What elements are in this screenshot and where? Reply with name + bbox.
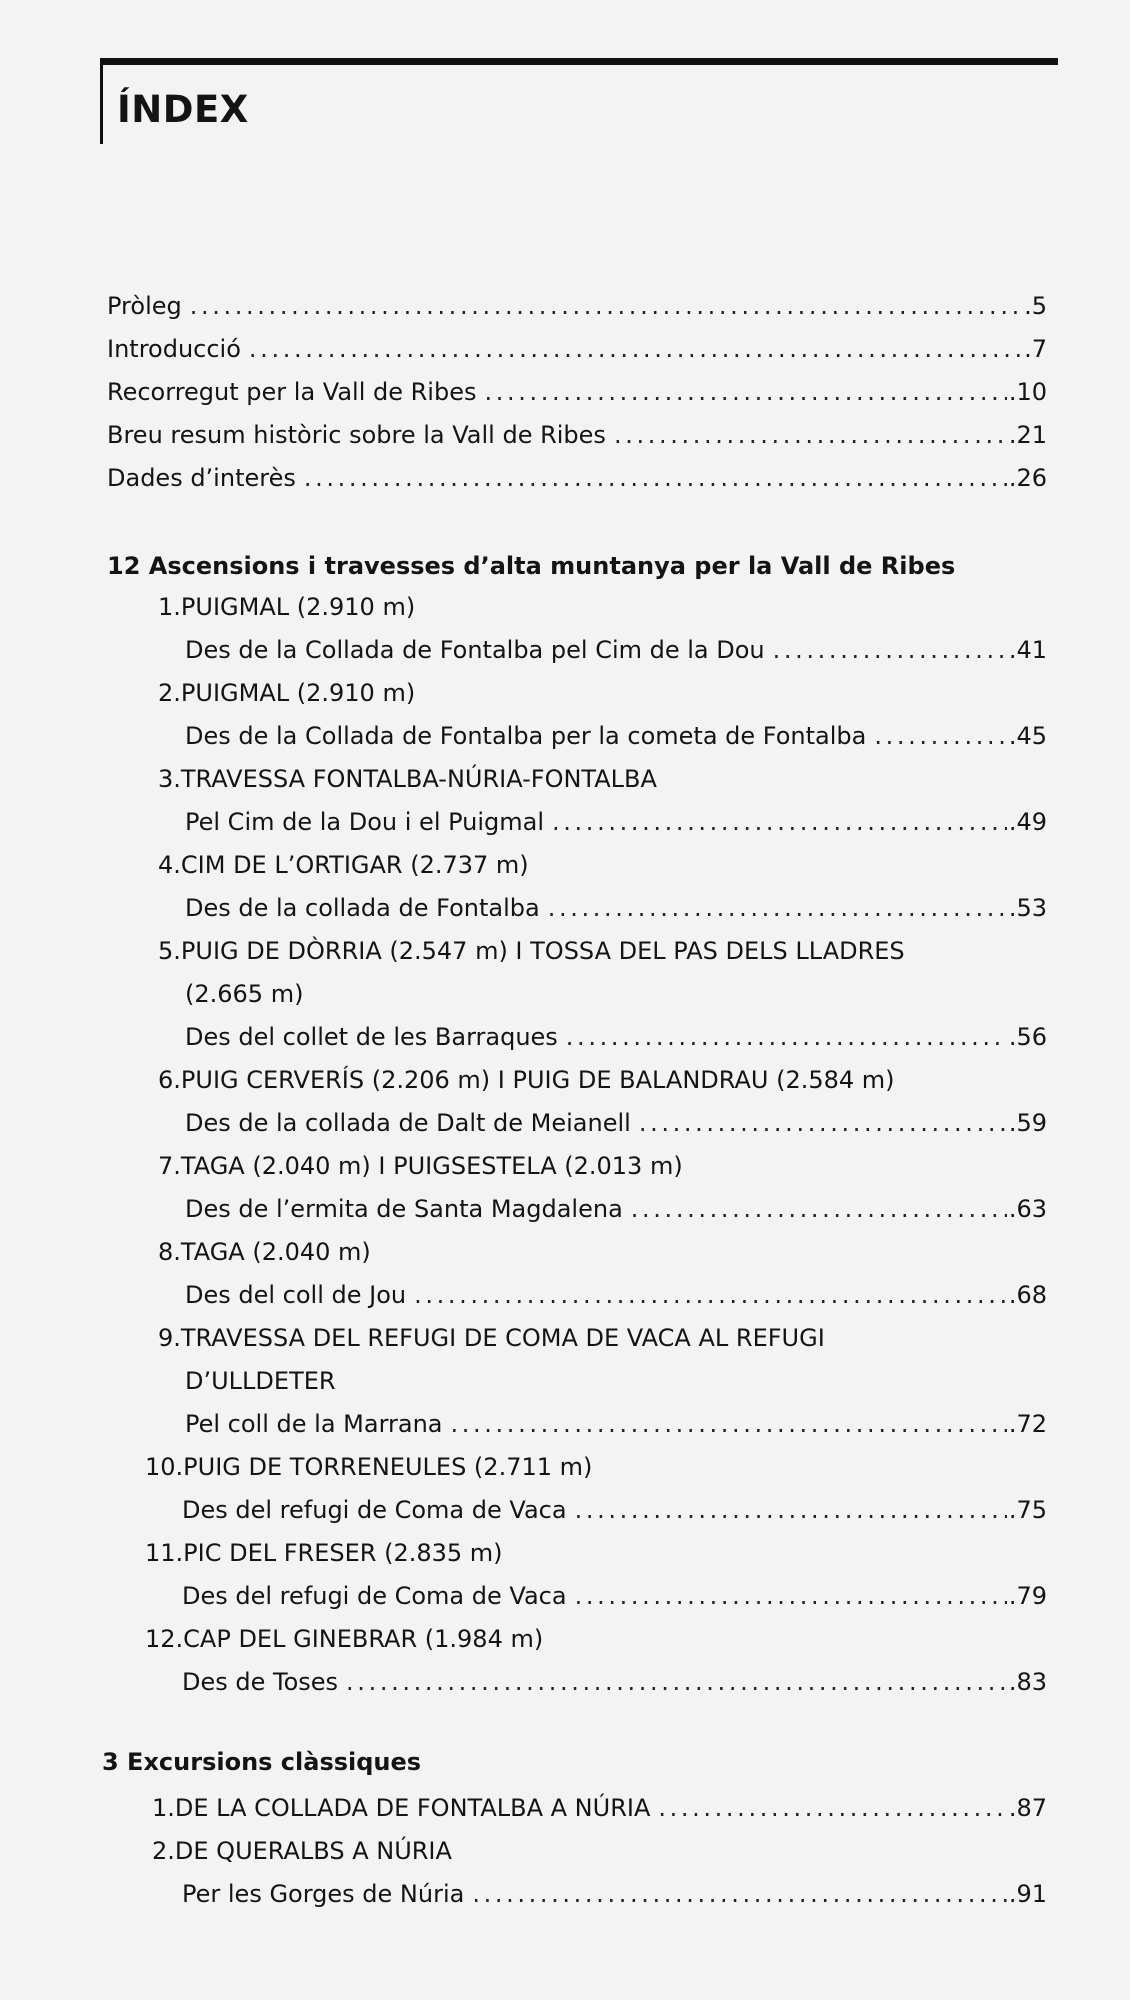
dot-leader xyxy=(249,335,1022,363)
toc-page-number: .59 xyxy=(1008,1109,1047,1137)
toc-entry[interactable] xyxy=(182,1582,1047,1622)
toc-entry-label: Des de l’ermita de Santa Magdalena xyxy=(185,1195,623,1223)
toc-entry[interactable] xyxy=(185,808,1047,848)
dot-leader xyxy=(575,1496,1007,1524)
toc-entry[interactable] xyxy=(107,292,1047,332)
toc-page-number: .41 xyxy=(1008,636,1047,664)
toc-entry[interactable] xyxy=(182,1496,1047,1536)
toc-entry-label: Pel Cim de la Dou i el Puigmal xyxy=(185,808,545,836)
toc-entry-label: Pròleg xyxy=(107,292,182,320)
toc-entry[interactable] xyxy=(182,1880,1047,1920)
route-title: 4.CIM DE L’ORTIGAR (2.737 m) xyxy=(158,851,529,879)
route-title: 1.PUIGMAL (2.910 m) xyxy=(158,593,416,621)
dot-leader xyxy=(639,1109,1007,1137)
route-title: 10.PUIG DE TORRENEULES (2.711 m) xyxy=(145,1453,593,1481)
toc-page-number: .75 xyxy=(1008,1496,1047,1524)
toc-entry-label: Des de la collada de Fontalba xyxy=(185,894,540,922)
route-title-continued: (2.665 m) xyxy=(185,980,304,1008)
toc-entry-label: Des de Toses xyxy=(182,1668,339,1696)
route-title: 7.TAGA (2.040 m) I PUIGSESTELA (2.013 m) xyxy=(158,1152,683,1180)
dot-leader xyxy=(773,636,1007,664)
toc-page-number: .10 xyxy=(1008,378,1047,406)
toc-page-number: .63 xyxy=(1008,1195,1047,1223)
toc-entry-label: Des de la Collada de Fontalba pel Cim de la Dou xyxy=(185,636,765,664)
route-title-continued: D’ULLDETER xyxy=(185,1367,336,1395)
toc-entry[interactable] xyxy=(107,335,1047,375)
route-title: 2.DE QUERALBS A NÚRIA xyxy=(152,1837,452,1865)
toc-entry[interactable] xyxy=(185,1281,1047,1321)
toc-entry[interactable] xyxy=(107,464,1047,504)
toc-entry-label: Des del collet de les Barraques xyxy=(185,1023,558,1051)
dot-leader xyxy=(575,1582,1007,1610)
header-rule xyxy=(100,58,1058,65)
route-title: 6.PUIG CERVERÍS (2.206 m) I PUIG DE BALANDRAU (2.584 m) xyxy=(158,1066,895,1094)
toc-entry-label: Per les Gorges de Núria xyxy=(182,1880,465,1908)
route-title: 5.PUIG DE DÒRRIA (2.547 m) I TOSSA DEL PAS DELS LLADRES xyxy=(158,937,905,965)
header-vertical-rule xyxy=(100,58,103,144)
toc-page-number: .7 xyxy=(1024,335,1047,363)
toc-entry-label: Recorregut per la Vall de Ribes xyxy=(107,378,477,406)
toc-page-number: .79 xyxy=(1008,1582,1047,1610)
toc-entry[interactable] xyxy=(152,1794,1047,1834)
toc-entry[interactable] xyxy=(185,1410,1047,1450)
toc-page-number: .49 xyxy=(1008,808,1047,836)
toc-page-number: .56 xyxy=(1008,1023,1047,1051)
toc-entry-label: Des del coll de Jou xyxy=(185,1281,407,1309)
toc-page-number: .72 xyxy=(1008,1410,1047,1438)
toc-entry[interactable] xyxy=(182,1668,1047,1708)
toc-entry-label: Des del refugi de Coma de Vaca xyxy=(182,1582,567,1610)
toc-entry[interactable] xyxy=(185,1109,1047,1149)
toc-page-number: .21 xyxy=(1008,421,1047,449)
dot-leader xyxy=(631,1195,1007,1223)
route-title: 11.PIC DEL FRESER (2.835 m) xyxy=(145,1539,503,1567)
dot-leader xyxy=(566,1023,1007,1051)
toc-entry[interactable] xyxy=(107,378,1047,418)
toc-entry-label: Des del refugi de Coma de Vaca xyxy=(182,1496,567,1524)
toc-page-number: .45 xyxy=(1008,722,1047,750)
toc-entry[interactable] xyxy=(185,636,1047,676)
dot-leader xyxy=(614,421,1007,449)
toc-page-number: .87 xyxy=(1008,1794,1047,1822)
toc-page-number: .5 xyxy=(1024,292,1047,320)
toc-entry-label: Breu resum històric sobre la Vall de Ribes xyxy=(107,421,606,449)
section-heading: 12 Ascensions i travesses d’alta muntanya per la Vall de Ribes xyxy=(107,552,956,580)
toc-page-number: .53 xyxy=(1008,894,1047,922)
toc-entry-label: Dades d’interès xyxy=(107,464,296,492)
dot-leader xyxy=(414,1281,1007,1309)
dot-leader xyxy=(451,1410,1007,1438)
dot-leader xyxy=(304,464,1007,492)
dot-leader xyxy=(472,1880,1006,1908)
toc-entry-label: Des de la collada de Dalt de Meianell xyxy=(185,1109,631,1137)
toc-entry[interactable] xyxy=(185,722,1047,762)
dot-leader xyxy=(658,1794,1006,1822)
page-title: ÍNDEX xyxy=(117,88,249,131)
toc-page-number: .91 xyxy=(1008,1880,1047,1908)
route-title: 12.CAP DEL GINEBRAR (1.984 m) xyxy=(145,1625,544,1653)
toc-entry-label: Introducció xyxy=(107,335,241,363)
dot-leader xyxy=(190,292,1022,320)
toc-page-number: .26 xyxy=(1008,464,1047,492)
dot-leader xyxy=(484,378,1006,406)
toc-entry-label: 1.DE LA COLLADA DE FONTALBA A NÚRIA xyxy=(152,1794,651,1822)
route-title: 2.PUIGMAL (2.910 m) xyxy=(158,679,416,707)
section-heading: 3 Excursions clàssiques xyxy=(102,1748,422,1776)
toc-entry-label: Des de la Collada de Fontalba per la cometa de Fontalba xyxy=(185,722,867,750)
toc-page-number: .68 xyxy=(1008,1281,1047,1309)
dot-leader xyxy=(874,722,1006,750)
route-title: 9.TRAVESSA DEL REFUGI DE COMA DE VACA AL REFUGI xyxy=(158,1324,825,1352)
toc-entry[interactable] xyxy=(185,894,1047,934)
route-title: 8.TAGA (2.040 m) xyxy=(158,1238,371,1266)
dot-leader xyxy=(548,894,1007,922)
toc-entry[interactable] xyxy=(107,421,1047,461)
toc-entry[interactable] xyxy=(185,1023,1047,1063)
toc-entry-label: Pel coll de la Marrana xyxy=(185,1410,443,1438)
dot-leader xyxy=(552,808,1007,836)
dot-leader xyxy=(346,1668,1007,1696)
toc-entry[interactable] xyxy=(185,1195,1047,1235)
toc-page-number: .83 xyxy=(1008,1668,1047,1696)
route-title: 3.TRAVESSA FONTALBA-NÚRIA-FONTALBA xyxy=(158,765,657,793)
